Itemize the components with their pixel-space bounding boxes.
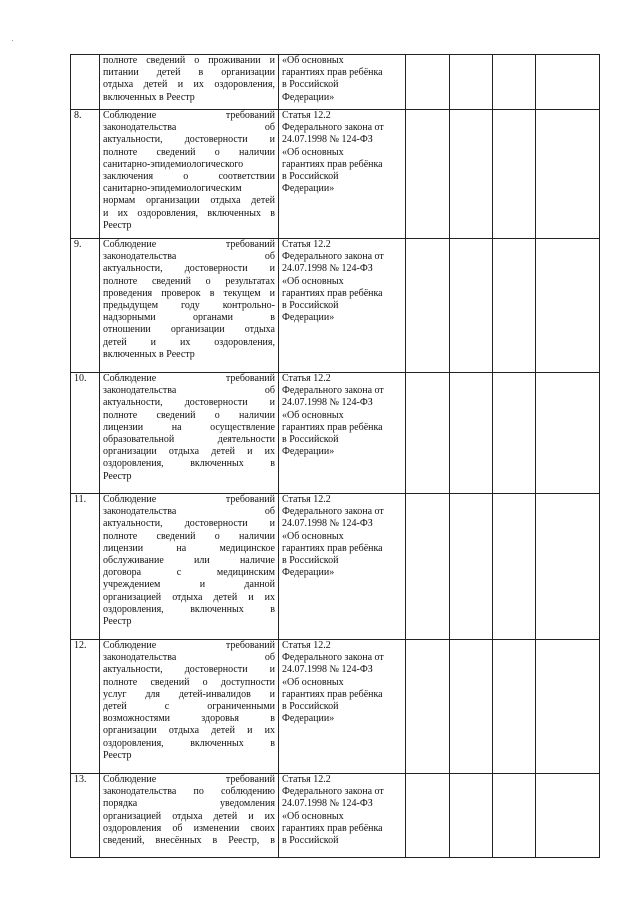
row-number: 13. — [71, 774, 100, 858]
empty-answer-cell — [450, 110, 493, 239]
law-reference-line: «Об основных — [282, 530, 344, 542]
empty-answer-cell — [493, 373, 536, 494]
requirement-line: полноте сведений о результатах — [103, 275, 275, 287]
empty-answer-cell — [450, 55, 493, 110]
requirement-line: Реестр — [103, 470, 132, 482]
requirement-line: надзорными органами в — [103, 312, 275, 324]
requirement-line: детей и их оздоровления, — [103, 336, 275, 348]
requirement-line: договора с медицинским — [103, 567, 275, 579]
requirement-cell — [100, 239, 279, 373]
empty-answer-cell — [493, 494, 536, 640]
requirement-line: Соблюдение требований — [103, 239, 275, 250]
law-reference-line: Статья 12.2 — [282, 110, 331, 121]
law-reference-cell — [279, 373, 406, 494]
table-row — [71, 373, 600, 494]
requirement-cell — [100, 55, 279, 110]
law-reference-line: Федерального закона от — [282, 652, 384, 664]
empty-answer-cell — [536, 55, 600, 110]
requirement-line: организацией отдыха детей и их — [103, 591, 275, 603]
requirement-line: обслуживание или наличие — [103, 555, 275, 567]
law-reference-line: гарантиях прав ребёнка — [282, 67, 383, 79]
table-row — [71, 239, 600, 373]
requirement-line: организацией отдыха детей и их — [103, 810, 275, 822]
law-reference-line: Федерального закона от — [282, 385, 384, 397]
requirement-line: включенных в Реестр — [103, 348, 195, 360]
requirement-line: учреждением и данной — [103, 579, 275, 591]
requirement-cell — [100, 494, 279, 640]
law-reference-line: в Российской — [282, 300, 339, 312]
requirement-line: законодательства об — [103, 506, 275, 518]
law-reference-line: 24.07.1998 № 124-ФЗ — [282, 664, 373, 676]
requirement-line: образовательной деятельности — [103, 434, 275, 446]
row-number — [71, 55, 100, 110]
empty-answer-cell — [406, 640, 450, 774]
requirement-line: законодательства об — [103, 251, 275, 263]
law-reference-line: гарантиях прав ребёнка — [282, 822, 383, 834]
requirement-line: предыдущем году контрольно- — [103, 300, 275, 312]
law-reference-cell — [279, 110, 406, 239]
law-reference-line: в Российской — [282, 79, 339, 91]
law-reference-cell — [279, 774, 406, 858]
requirement-line: возможностями здоровья в — [103, 713, 275, 725]
law-reference-line: «Об основных — [282, 146, 344, 158]
law-reference-line: гарантиях прав ребёнка — [282, 542, 383, 554]
requirement-line: детей с ограниченными — [103, 701, 275, 713]
requirement-line: питании детей в организации — [103, 67, 275, 79]
law-reference-line: Федерации» — [282, 567, 335, 579]
requirement-line: лицензии на осуществление — [103, 421, 275, 433]
law-reference-line: «Об основных — [282, 676, 344, 688]
requirement-line: сведений, внесённых в Реестр, в — [103, 835, 275, 847]
law-reference-line: 24.07.1998 № 124-ФЗ — [282, 263, 373, 275]
requirement-line: лицензии на медицинское — [103, 542, 275, 554]
table-row — [71, 55, 600, 110]
law-reference-line: 24.07.1998 № 124-ФЗ — [282, 397, 373, 409]
requirement-line: актуальности, достоверности и — [103, 518, 275, 530]
law-reference-line: Федерации» — [282, 713, 335, 725]
requirement-line: санитарно-эпидемиологического — [103, 158, 244, 170]
requirement-line: организации отдыха детей и их — [103, 725, 275, 737]
requirement-line: Соблюдение требований — [103, 373, 275, 384]
law-reference-line: Федерального закона от — [282, 786, 384, 798]
requirement-line: отношении организации отдыха — [103, 324, 275, 336]
requirement-line: и их оздоровления, включенных в — [103, 207, 275, 219]
empty-answer-cell — [536, 239, 600, 373]
empty-answer-cell — [493, 110, 536, 239]
requirement-line: полноте сведений о наличии — [103, 409, 275, 421]
law-reference-line: гарантиях прав ребёнка — [282, 158, 383, 170]
requirement-line: оздоровления, включенных в — [103, 737, 275, 749]
law-reference-line: гарантиях прав ребёнка — [282, 287, 383, 299]
requirement-line: включенных в Реестр — [103, 91, 195, 103]
table-body — [71, 55, 600, 858]
empty-answer-cell — [536, 774, 600, 858]
requirement-line: Реестр — [103, 749, 132, 761]
requirement-cell — [100, 640, 279, 774]
requirement-line: санитарно-эпидемиологическим — [103, 183, 242, 195]
law-reference-line: «Об основных — [282, 810, 344, 822]
requirement-line: оздоровления, включенных в — [103, 603, 275, 615]
row-number: 11. — [71, 494, 100, 640]
law-reference-line: в Российской — [282, 835, 339, 847]
law-reference-line: 24.07.1998 № 124-ФЗ — [282, 134, 373, 146]
table-row — [71, 110, 600, 239]
requirement-line: организации отдыха детей и их — [103, 446, 275, 458]
requirement-line: заключения о соответствии — [103, 171, 275, 183]
requirement-line: Соблюдение требований — [103, 640, 275, 651]
law-reference-line: в Российской — [282, 701, 339, 713]
requirement-line: полноте сведений о наличии — [103, 530, 275, 542]
empty-answer-cell — [536, 640, 600, 774]
requirement-line: отдыха детей и их оздоровления, — [103, 79, 275, 91]
law-reference-line: 24.07.1998 № 124-ФЗ — [282, 518, 373, 530]
requirement-line: полноте сведений о наличии — [103, 146, 275, 158]
empty-answer-cell — [493, 774, 536, 858]
requirement-line: порядка уведомления — [103, 798, 275, 810]
row-number: 9. — [71, 239, 100, 373]
law-reference-cell — [279, 239, 406, 373]
table-row — [71, 774, 600, 858]
law-reference-line: 24.07.1998 № 124-ФЗ — [282, 798, 373, 810]
law-reference-line: Федерации» — [282, 183, 335, 195]
requirement-line: оздоровления об изменении своих — [103, 822, 275, 834]
law-reference-line: в Российской — [282, 434, 339, 446]
requirement-line: полноте сведений о доступности — [103, 676, 275, 688]
empty-answer-cell — [406, 494, 450, 640]
requirement-line: законодательства об — [103, 122, 275, 134]
requirement-line: Соблюдение требований — [103, 774, 275, 785]
requirement-line: законодательства об — [103, 385, 275, 397]
law-reference-line: Федерального закона от — [282, 251, 384, 263]
checklist-table — [70, 54, 600, 858]
law-reference-line: Статья 12.2 — [282, 640, 331, 651]
law-reference-cell — [279, 494, 406, 640]
empty-answer-cell — [450, 774, 493, 858]
empty-answer-cell — [493, 55, 536, 110]
law-reference-cell — [279, 640, 406, 774]
law-reference-line: гарантиях прав ребёнка — [282, 688, 383, 700]
requirement-line: актуальности, достоверности и — [103, 134, 275, 146]
requirement-line: нормам организации отдыха детей — [103, 195, 275, 207]
requirement-line: Реестр — [103, 616, 132, 628]
table-row — [71, 640, 600, 774]
requirement-cell — [100, 774, 279, 858]
empty-answer-cell — [406, 774, 450, 858]
empty-answer-cell — [536, 494, 600, 640]
empty-answer-cell — [536, 373, 600, 494]
requirement-line: законодательства по соблюдению — [103, 786, 275, 798]
requirement-line: актуальности, достоверности и — [103, 664, 275, 676]
empty-answer-cell — [406, 373, 450, 494]
row-number: 10. — [71, 373, 100, 494]
empty-answer-cell — [450, 373, 493, 494]
law-reference-line: Федерального закона от — [282, 506, 384, 518]
law-reference-line: Федерации» — [282, 312, 335, 324]
scan-artifact — [12, 40, 13, 41]
requirement-cell — [100, 110, 279, 239]
law-reference-line: гарантиях прав ребёнка — [282, 421, 383, 433]
empty-answer-cell — [406, 239, 450, 373]
requirement-line: законодательства об — [103, 652, 275, 664]
requirement-line: Соблюдение требований — [103, 110, 275, 121]
row-number: 8. — [71, 110, 100, 239]
empty-answer-cell — [406, 55, 450, 110]
law-reference-line: Статья 12.2 — [282, 373, 331, 384]
requirement-cell — [100, 373, 279, 494]
empty-answer-cell — [450, 640, 493, 774]
law-reference-line: «Об основных — [282, 55, 344, 66]
empty-answer-cell — [536, 110, 600, 239]
requirement-line: услуг для детей-инвалидов и — [103, 688, 275, 700]
law-reference-line: Статья 12.2 — [282, 239, 331, 250]
requirement-line: актуальности, достоверности и — [103, 263, 275, 275]
empty-answer-cell — [493, 640, 536, 774]
row-number: 12. — [71, 640, 100, 774]
law-reference-line: «Об основных — [282, 409, 344, 421]
empty-answer-cell — [406, 110, 450, 239]
law-reference-line: в Российской — [282, 171, 339, 183]
law-reference-line: Федерации» — [282, 91, 335, 103]
law-reference-cell — [279, 55, 406, 110]
empty-answer-cell — [493, 239, 536, 373]
requirement-line: проведения проверок в текущем и — [103, 287, 275, 299]
table-row — [71, 494, 600, 640]
requirement-line: полноте сведений о проживании и — [103, 55, 275, 66]
requirement-line: актуальности, достоверности и — [103, 397, 275, 409]
law-reference-line: в Российской — [282, 555, 339, 567]
law-reference-line: Статья 12.2 — [282, 774, 331, 785]
requirement-line: оздоровления, включенных в — [103, 458, 275, 470]
empty-answer-cell — [450, 494, 493, 640]
law-reference-line: Федерации» — [282, 446, 335, 458]
empty-answer-cell — [450, 239, 493, 373]
law-reference-line: Статья 12.2 — [282, 494, 331, 505]
law-reference-line: «Об основных — [282, 275, 344, 287]
requirement-line: Соблюдение требований — [103, 494, 275, 505]
law-reference-line: Федерального закона от — [282, 122, 384, 134]
requirement-line: Реестр — [103, 219, 132, 231]
